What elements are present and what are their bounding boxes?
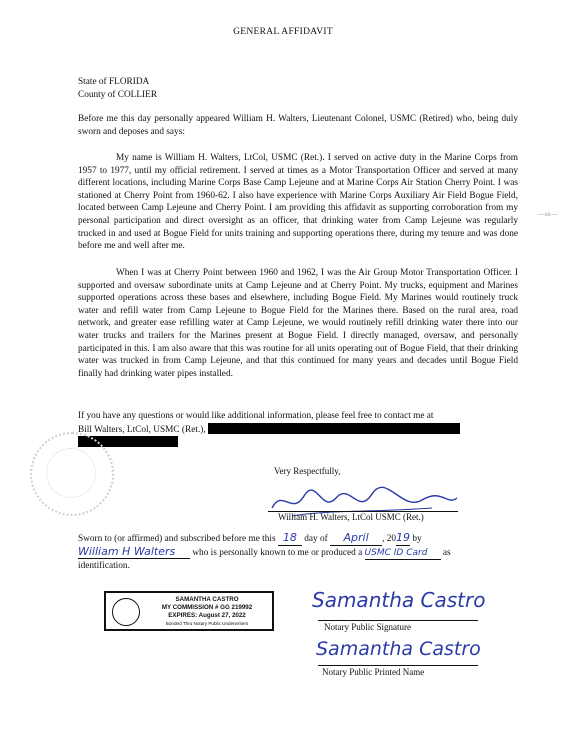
redaction-bar <box>208 423 460 434</box>
jurat-year: 19 <box>396 531 411 544</box>
notary-signature-label: Notary Public Signature <box>324 622 411 632</box>
paragraph-water-trucking: When I was at Cherry Point between 1960 and 1962, I was the Air Group Motor Transportation Officer. I supported and oversaw subordinate units at Camp Lejeune and at Cherry Point. My trucks, equipment and Marines supported operations across these bases and elsewhere, including Bogue Field. My Marines would routinely truck water and refill water from Camp Lejeune to Bogue Field for the Marines there. Based on the rural area, road network, and greater ease refilling water at Camp Lejeune, we would routinely refill drinking water there into our water trucks and trailers for the Marines present at Bogue Field. I directly managed, oversaw, and personally participated in this. I am also aware that this was routine for all units operating out of Bogue Field, that their drinking water was trucked in from Camp Lejeune, and that this continued for many years and decades until Bogue Field finally had drinking water pipes installed. <box>78 268 518 379</box>
county-line: County of COLLIER <box>78 89 158 100</box>
document-title: GENERAL AFFIDAVIT <box>233 27 333 37</box>
notary-stamp <box>104 591 274 631</box>
paragraph-service: My name is William H. Walters, LtCol, USMC (Ret.). I served on active duty in the Marine Corps from 1957 to 1977, until my official retirement. I served at times as a Motor Transportation Officer and served at many different locations, including Marine Corps Base Camp Lejeune and at Marine Corps Air Station Cherry Point. I was stationed at Cherry Point from 1960-62. I also have experience with Marine Corps Auxiliary Air Field Bogue Field, located between Camp Lejeune and Cherry Point. I am providing this affidavit as supporting corroboration from my personal participation and direct oversight as an officer, that drinking water from Camp Lejeune was regularly trucked in and used at Bogue Field for units training and supporting operations there, during my tenure and was done before me and well after me. <box>78 153 518 252</box>
notary-printed-line <box>318 665 478 666</box>
stamp-expires: EXPIRES: August 27, 2022 <box>168 612 246 619</box>
closing: Very Respectfully, <box>274 466 341 476</box>
jurat-by: by <box>412 534 422 544</box>
notary-printed-label: Notary Public Printed Name <box>322 667 425 677</box>
jurat-day: 18 <box>278 532 302 546</box>
embossed-seal-inner <box>46 448 96 498</box>
notary-signature-line <box>318 620 478 621</box>
jurat-id: USMC ID Card <box>365 547 441 561</box>
stamp-commission: MY COMMISSION # GG 219992 <box>161 604 253 611</box>
jurat-dayof: day of <box>304 534 328 544</box>
jurat-person: William H Walters <box>78 546 190 560</box>
notary-printed-name: Samantha Castro <box>316 638 481 660</box>
contact-line-2 <box>78 423 518 437</box>
notary-signature: Samantha Castro <box>312 588 486 612</box>
jurat-known: who is personally known to me or produced a <box>192 547 363 558</box>
state-line: State of FLORIDA <box>78 77 150 87</box>
contact-name: Bill Walters, LtCol, USMC (Ret.), <box>78 424 206 435</box>
intro-paragraph: Before me this day personally appeared William H. Walters, Lieutenant Colonel, USMC (Retired) who, being duly sworn and deposes and says: <box>78 114 518 137</box>
jurat-prefix: Sworn to (or affirmed) and subscribed before me this <box>78 534 276 544</box>
venue-block <box>78 76 518 101</box>
jurat-block <box>78 532 498 573</box>
stamp-bonded: Bonded Thru Notary Public Underwriters <box>165 621 249 626</box>
jurat-line-1 <box>78 532 498 546</box>
jurat-month: April <box>330 532 382 546</box>
contact-line-3 <box>78 436 518 450</box>
stamp-name: SAMANTHA CASTRO <box>175 596 239 603</box>
notary-seal-icon <box>112 598 140 626</box>
contact-line-1: If you have any questions or would like additional information, please feel free to contact me at <box>78 411 434 421</box>
contact-block <box>78 410 518 450</box>
jurat-year-prefix: , 20 <box>382 534 397 544</box>
jurat-line-3: identification. <box>78 561 130 572</box>
signer-name: William H. Walters, LtCol USMC (Ret.) <box>278 512 424 522</box>
jurat-as: as <box>442 547 451 558</box>
jurat-line-2 <box>78 546 498 561</box>
margin-mark: —ss— <box>538 210 558 218</box>
